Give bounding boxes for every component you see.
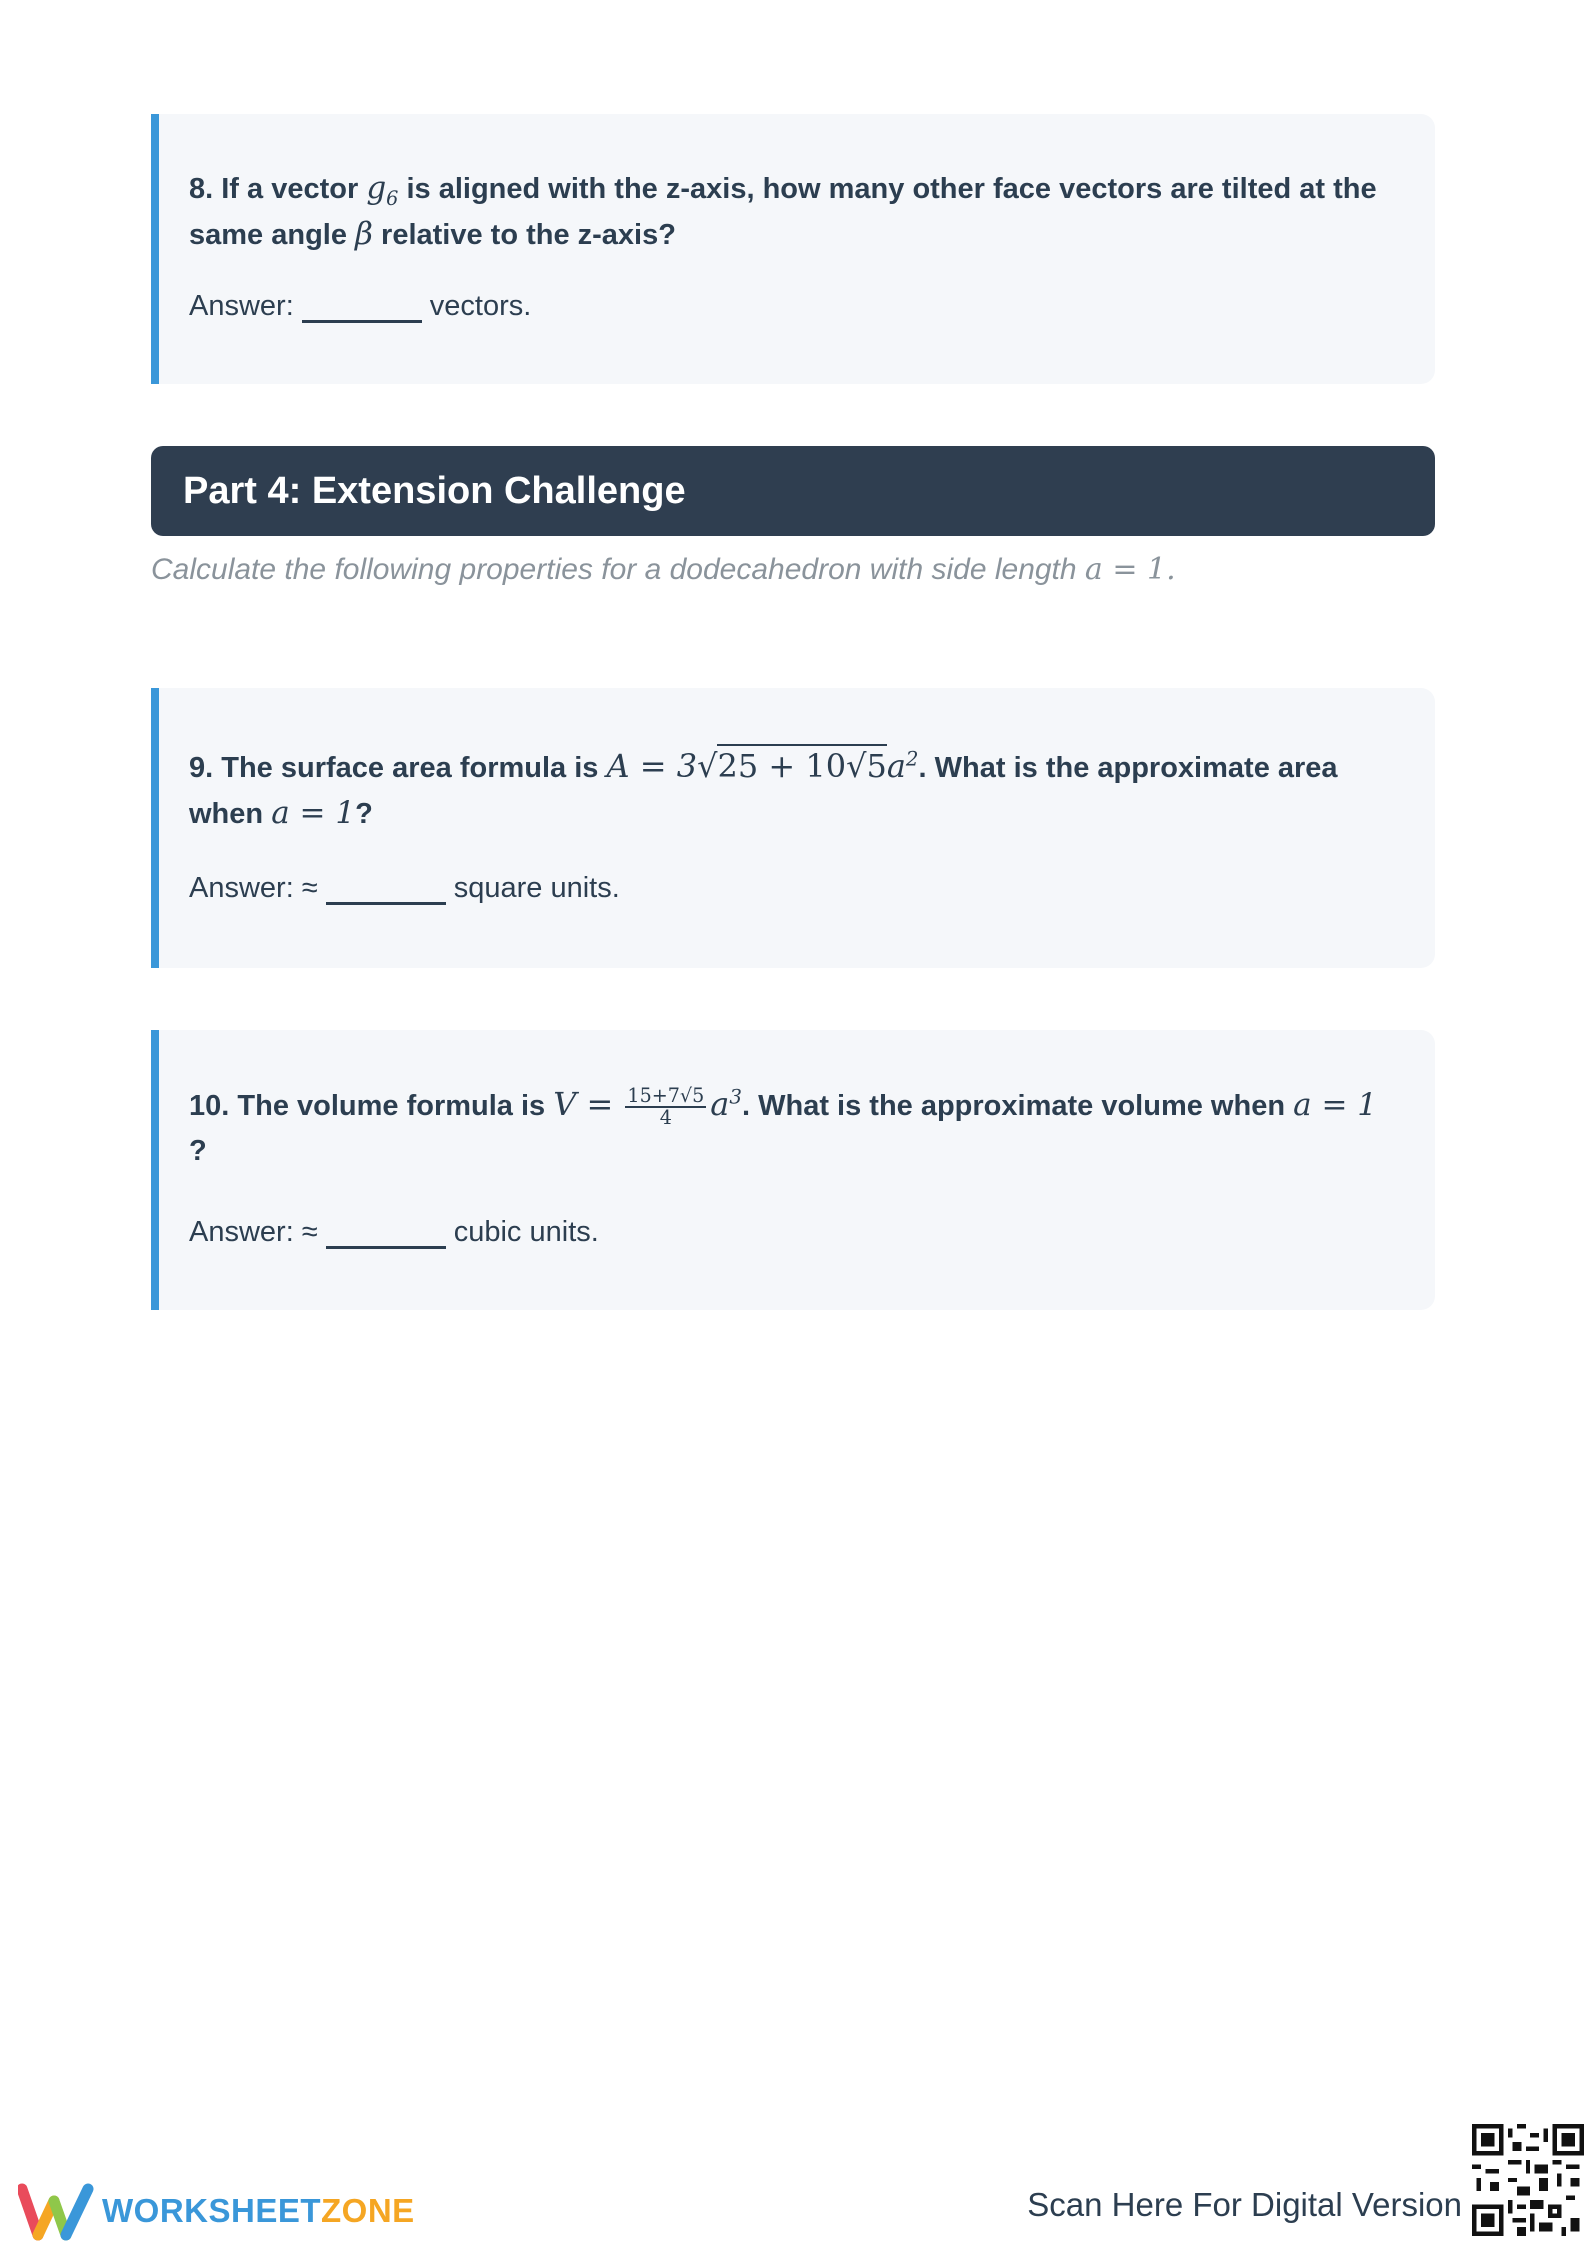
question-8-answer (189, 284, 531, 323)
volume-fraction: $\frac{15+7√5}{4}$ (627, 1084, 705, 1130)
answer-blank[interactable] (326, 1210, 446, 1249)
question-10-card (151, 1030, 1435, 1310)
answer-label: Answer: ≈ (189, 1216, 318, 1248)
worksheetzone-logo-icon (18, 2181, 94, 2241)
question-9-answer (189, 866, 620, 905)
question-9-card (151, 688, 1435, 968)
answer-unit: square units. (453, 872, 620, 904)
qr-code-icon[interactable] (1472, 2124, 1584, 2236)
question-8-card (151, 114, 1435, 384)
answer-unit: vectors. (429, 290, 532, 322)
answer-label: Answer: ≈ (189, 872, 318, 904)
answer-unit: cubic units. (453, 1216, 599, 1248)
question-10-text: 10. The volume formula is V = $\frac{15+7√5}{4}$ $a^3$. What is the approximate volume when a = 1 ? (189, 1084, 1377, 1167)
question-10-answer (189, 1210, 599, 1249)
section-instructions: Calculate the following properties for a dodecahedron with side length a = 1. (151, 552, 1176, 587)
logo-wordmark: WORKSHEETZONE (102, 2192, 415, 2229)
worksheetzone-logo[interactable] (18, 2180, 415, 2242)
section-title: Part 4: Extension Challenge (183, 469, 686, 512)
answer-blank[interactable] (326, 866, 446, 905)
part-4-header (151, 446, 1435, 536)
question-9-text: 9. The surface area formula is $A = 3√25 + 10√5a^2$. What is the approximate area when a = 1? (189, 744, 1411, 837)
answer-blank[interactable] (302, 284, 422, 323)
scan-instruction: Scan Here For Digital Version (1027, 2186, 1462, 2223)
answer-label: Answer: (189, 290, 294, 322)
question-8-text: 8. If a vector $g_6$ is aligned with the z-axis, how many other face vectors are tilted at the same angle β relative to the z-axis? (189, 170, 1377, 252)
